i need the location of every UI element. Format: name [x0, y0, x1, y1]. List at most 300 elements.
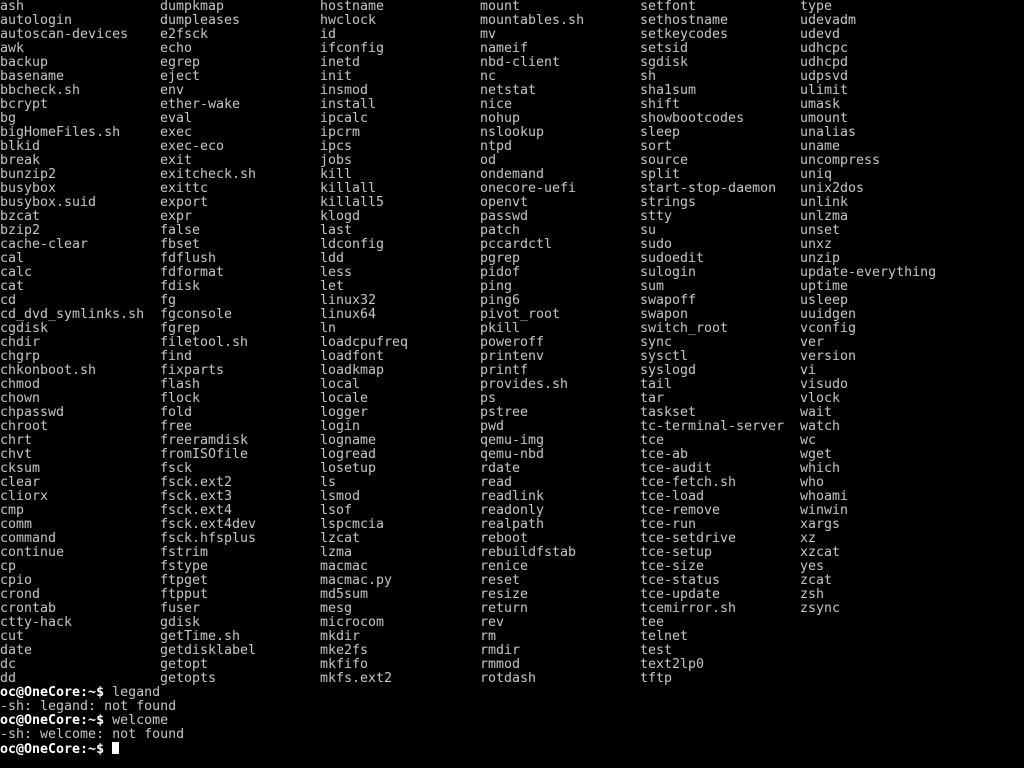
command-name: backup	[0, 55, 49, 70]
command-name: tce-setdrive	[640, 531, 737, 546]
command-name: fsck.ext3	[160, 489, 233, 504]
command-name: strings	[640, 195, 697, 210]
command-name: printf	[480, 363, 529, 378]
command-name: cp	[0, 559, 17, 574]
command-name: switch_root	[640, 321, 729, 336]
command-name: tce-audit	[640, 461, 713, 476]
command-name: ipcalc	[320, 111, 369, 126]
command-name: mkfifo	[320, 657, 369, 672]
command-name: ln	[320, 321, 337, 336]
command-name: filetool.sh	[160, 335, 249, 350]
command-name: exit	[160, 153, 193, 168]
command-name: nohup	[480, 111, 521, 126]
command-name: fsck.ext4	[160, 503, 233, 518]
command-name: bzcat	[0, 209, 41, 224]
command-name: mke2fs	[320, 643, 369, 658]
command-name: read	[480, 475, 513, 490]
command-name: ash	[0, 0, 25, 14]
command-column	[320, 0, 480, 686]
command-name: fstrim	[160, 545, 209, 560]
command-name: inetd	[320, 55, 361, 70]
command-name: pccardctl	[480, 237, 553, 252]
command-name: last	[320, 223, 353, 238]
command-name: mkdir	[320, 629, 361, 644]
command-name: hostname	[320, 0, 385, 14]
command-name: whoami	[800, 489, 849, 504]
command-name: showbootcodes	[640, 111, 745, 126]
command-name: getTime.sh	[160, 629, 241, 644]
command-name: nice	[480, 97, 513, 112]
command-name: kill	[320, 167, 353, 182]
command-name: loadkmap	[320, 363, 385, 378]
command-name: getdisklabel	[160, 643, 257, 658]
command-name: sleep	[640, 125, 681, 140]
command-name: fsck	[160, 461, 193, 476]
command-name: less	[320, 265, 353, 280]
command-name: free	[160, 419, 193, 434]
command-name: ftpput	[160, 587, 209, 602]
command-name: tar	[640, 391, 665, 406]
command-name: clear	[0, 475, 41, 490]
command-name: chmod	[0, 377, 41, 392]
command-name: mount	[480, 0, 521, 14]
command-input[interactable]	[104, 742, 112, 757]
command-name: losetup	[320, 461, 377, 476]
prompt-line[interactable]	[0, 742, 1024, 756]
command-name: fsck.ext2	[160, 475, 233, 490]
command-name: vconfig	[800, 321, 857, 336]
command-name: fsck.hfsplus	[160, 531, 257, 546]
command-name: qemu-nbd	[480, 447, 545, 462]
command-name: tcemirror.sh	[640, 601, 737, 616]
command-name: logname	[320, 433, 377, 448]
command-name: readonly	[480, 503, 545, 518]
command-name: exec-eco	[160, 139, 225, 154]
command-name: comm	[0, 517, 33, 532]
command-name: fstype	[160, 559, 209, 574]
command-name: ether-wake	[160, 97, 241, 112]
command-name: ifconfig	[320, 41, 385, 56]
command-name: bunzip2	[0, 167, 57, 182]
command-name: break	[0, 153, 41, 168]
command-name: chgrp	[0, 349, 41, 364]
command-name: unlink	[800, 195, 849, 210]
output-line	[0, 728, 1024, 742]
text-cursor[interactable]	[112, 742, 119, 754]
command-name: dumpleases	[160, 13, 241, 28]
command-name: chvt	[0, 447, 33, 462]
command-name: cat	[0, 279, 25, 294]
command-name: flash	[160, 377, 201, 392]
command-name: udevd	[800, 27, 841, 42]
command-name: nc	[480, 69, 497, 84]
command-name: chpasswd	[0, 405, 65, 420]
command-name: ondemand	[480, 167, 545, 182]
command-name: fg	[160, 293, 177, 308]
command-name: udevadm	[800, 13, 857, 28]
command-name: lsmod	[320, 489, 361, 504]
command-name: killall5	[320, 195, 385, 210]
command-name: sync	[640, 335, 673, 350]
command-name: ulimit	[800, 83, 849, 98]
command-name: chrt	[0, 433, 33, 448]
shell-prompt: oc@OneCore:~$	[0, 713, 105, 728]
command-name: update-everything	[800, 265, 937, 280]
command-name: return	[480, 601, 529, 616]
command-name: getopt	[160, 657, 209, 672]
command-name: uuidgen	[800, 307, 857, 322]
command-name: fold	[160, 405, 193, 420]
command-name: nbd-client	[480, 55, 561, 70]
command-name: fsck.ext4dev	[160, 517, 257, 532]
command-name: lzma	[320, 545, 353, 560]
command-name: cut	[0, 629, 25, 644]
command-name: ping6	[480, 293, 521, 308]
command-name: e2fsck	[160, 27, 209, 42]
command-name: telnet	[640, 629, 689, 644]
command-name: init	[320, 69, 353, 84]
command-name: netstat	[480, 83, 537, 98]
command-name: tce-remove	[640, 503, 721, 518]
command-name: passwd	[480, 209, 529, 224]
command-name: winwin	[800, 503, 849, 518]
command-name: setkeycodes	[640, 27, 729, 42]
command-name: reset	[480, 573, 521, 588]
command-name: find	[160, 349, 193, 364]
command-name: mkfs.ext2	[320, 671, 393, 686]
command-name: logger	[320, 405, 369, 420]
command-name: rebuildfstab	[480, 545, 577, 560]
command-name: tce-status	[640, 573, 721, 588]
command-name: stty	[640, 209, 673, 224]
command-name: type	[800, 0, 833, 14]
command-name: sha1sum	[640, 83, 697, 98]
command-name: vi	[800, 363, 817, 378]
command-name: ver	[800, 335, 825, 350]
command-name: pgrep	[480, 251, 521, 266]
command-name: export	[160, 195, 209, 210]
command-name: locale	[320, 391, 369, 406]
prompt-line	[0, 686, 1024, 700]
command-name: umount	[800, 111, 849, 126]
command-name: fdformat	[160, 265, 225, 280]
command-name: pivot_root	[480, 307, 561, 322]
command-name: cd	[0, 293, 17, 308]
command-name: test	[640, 643, 673, 658]
command-name: yes	[800, 559, 825, 574]
command-name: busybox.suid	[0, 195, 97, 210]
command-name: rmdir	[480, 643, 521, 658]
command-column	[480, 0, 640, 686]
command-name: fbset	[160, 237, 201, 252]
command-name: zcat	[800, 573, 833, 588]
command-name: tail	[640, 377, 673, 392]
command-name: visudo	[800, 377, 849, 392]
command-name: getopts	[160, 671, 217, 686]
command-name: uptime	[800, 279, 849, 294]
command-name: tce	[640, 433, 665, 448]
command-name: wc	[800, 433, 817, 448]
command-name: pkill	[480, 321, 521, 336]
command-name: command	[0, 531, 57, 546]
command-name: cgdisk	[0, 321, 49, 336]
command-name: ping	[480, 279, 513, 294]
command-name: qemu-img	[480, 433, 545, 448]
command-name: gdisk	[160, 615, 201, 630]
command-name: install	[320, 97, 377, 112]
command-name: start-stop-daemon	[640, 181, 777, 196]
command-column	[160, 0, 320, 686]
command-name: umask	[800, 97, 841, 112]
command-name: syslogd	[640, 363, 697, 378]
command-name: shift	[640, 97, 681, 112]
command-name: rotdash	[480, 671, 537, 686]
command-name: exittc	[160, 181, 209, 196]
command-name: hwclock	[320, 13, 377, 28]
command-name: lzcat	[320, 531, 361, 546]
command-name: onecore-uefi	[480, 181, 577, 196]
command-name: let	[320, 279, 345, 294]
command-name: exitcheck.sh	[160, 167, 257, 182]
command-name: text2lp0	[640, 657, 705, 672]
command-name: sgdisk	[640, 55, 689, 70]
command-name: tce-run	[640, 517, 697, 532]
command-name: ls	[320, 475, 337, 490]
command-name: egrep	[160, 55, 201, 70]
command-name: uniq	[800, 167, 833, 182]
command-name: tftp	[640, 671, 673, 686]
command-name: dumpkmap	[160, 0, 225, 14]
command-name: cd_dvd_symlinks.sh	[0, 307, 145, 322]
output-line	[0, 700, 1024, 714]
command-name: cliorx	[0, 489, 49, 504]
command-name: env	[160, 83, 185, 98]
command-name: awk	[0, 41, 25, 56]
command-name: microcom	[320, 615, 385, 630]
command-name: poweroff	[480, 335, 545, 350]
command-name: rdate	[480, 461, 521, 476]
command-name: wait	[800, 405, 833, 420]
command-name: freeramdisk	[160, 433, 249, 448]
command-name: chroot	[0, 419, 49, 434]
command-name: renice	[480, 559, 529, 574]
command-name: unxz	[800, 237, 833, 252]
command-name: nameif	[480, 41, 529, 56]
command-name: who	[800, 475, 825, 490]
command-name: continue	[0, 545, 65, 560]
command-name: dd	[0, 671, 17, 686]
command-name: bzip2	[0, 223, 41, 238]
command-name: ipcs	[320, 139, 353, 154]
command-name: ldd	[320, 251, 345, 266]
command-name: setfont	[640, 0, 697, 14]
command-name: bg	[0, 111, 17, 126]
command-name: login	[320, 419, 361, 434]
command-name: tce-update	[640, 587, 721, 602]
command-name: killall	[320, 181, 377, 196]
command-name: expr	[160, 209, 193, 224]
command-name: nslookup	[480, 125, 545, 140]
command-name: source	[640, 153, 689, 168]
command-name: sort	[640, 139, 673, 154]
command-name: vlock	[800, 391, 841, 406]
command-name: wget	[800, 447, 833, 462]
command-name: cal	[0, 251, 25, 266]
command-name: fgconsole	[160, 307, 233, 322]
command-name: autoscan-devices	[0, 27, 129, 42]
shell-prompt: oc@OneCore:~$	[0, 685, 105, 700]
command-name: bigHomeFiles.sh	[0, 125, 121, 140]
command-name: rmmod	[480, 657, 521, 672]
command-name: crond	[0, 587, 41, 602]
command-name: sum	[640, 279, 665, 294]
command-name: ldconfig	[320, 237, 385, 252]
command-name: taskset	[640, 405, 697, 420]
command-name: od	[480, 153, 497, 168]
shell-history[interactable]	[0, 686, 1024, 756]
command-name: ctty-hack	[0, 615, 73, 630]
command-name: flock	[160, 391, 201, 406]
command-name: setsid	[640, 41, 689, 56]
command-name: rev	[480, 615, 505, 630]
command-input: welcome	[104, 713, 169, 728]
command-name: version	[800, 349, 857, 364]
command-name: eject	[160, 69, 201, 84]
command-name: chown	[0, 391, 41, 406]
command-name: cpio	[0, 573, 33, 588]
command-name: insmod	[320, 83, 369, 98]
command-name: tce-ab	[640, 447, 689, 462]
command-name: bbcheck.sh	[0, 83, 81, 98]
command-name: linux64	[320, 307, 377, 322]
command-name: pwd	[480, 419, 505, 434]
command-name: tce-fetch.sh	[640, 475, 737, 490]
command-name: cksum	[0, 461, 41, 476]
command-name: sethostname	[640, 13, 729, 28]
command-name: printenv	[480, 349, 545, 364]
command-name: cache-clear	[0, 237, 89, 252]
command-name: xz	[800, 531, 817, 546]
command-name: loadfont	[320, 349, 385, 364]
command-name: patch	[480, 223, 521, 238]
command-name: chdir	[0, 335, 41, 350]
command-name: udhcpc	[800, 41, 849, 56]
command-name: autologin	[0, 13, 73, 28]
command-name: split	[640, 167, 681, 182]
command-name: klogd	[320, 209, 361, 224]
command-name: realpath	[480, 517, 545, 532]
command-name: pstree	[480, 405, 529, 420]
command-name: tc-terminal-server	[640, 419, 785, 434]
command-name: sudoedit	[640, 251, 705, 266]
command-input: legand	[104, 685, 161, 700]
command-name: bcrypt	[0, 97, 49, 112]
prompt-line	[0, 714, 1024, 728]
command-name: pidof	[480, 265, 521, 280]
command-name: crontab	[0, 601, 57, 616]
command-name: macmac.py	[320, 573, 393, 588]
command-name: local	[320, 377, 361, 392]
command-name: uname	[800, 139, 841, 154]
command-name: fdisk	[160, 279, 201, 294]
command-name: xargs	[800, 517, 841, 532]
command-name: which	[800, 461, 841, 476]
command-name: macmac	[320, 559, 369, 574]
command-name: mesg	[320, 601, 353, 616]
command-name: cmp	[0, 503, 25, 518]
command-name: unzip	[800, 251, 841, 266]
command-name: swapoff	[640, 293, 697, 308]
command-name: unix2dos	[800, 181, 865, 196]
command-name: provides.sh	[480, 377, 569, 392]
command-name: fixparts	[160, 363, 225, 378]
command-name: readlink	[480, 489, 545, 504]
command-name: su	[640, 223, 657, 238]
command-name: lsof	[320, 503, 353, 518]
command-name: mv	[480, 27, 497, 42]
command-name: uncompress	[800, 153, 881, 168]
command-name: ftpget	[160, 573, 209, 588]
error-message: -sh: welcome: not found	[0, 727, 185, 742]
command-name: xzcat	[800, 545, 841, 560]
command-name: rm	[480, 629, 497, 644]
command-name: tce-size	[640, 559, 705, 574]
shell-prompt: oc@OneCore:~$	[0, 742, 105, 757]
command-name: echo	[160, 41, 193, 56]
error-message: -sh: legand: not found	[0, 699, 177, 714]
command-name: lspcmcia	[320, 517, 385, 532]
command-name: loadcpufreq	[320, 335, 409, 350]
command-name: fdflush	[160, 251, 217, 266]
command-name: false	[160, 223, 201, 238]
command-name: fuser	[160, 601, 201, 616]
command-name: fromISOfile	[160, 447, 249, 462]
command-name: zsync	[800, 601, 841, 616]
command-name: logread	[320, 447, 377, 462]
command-name: sudo	[640, 237, 673, 252]
command-name: tee	[640, 615, 665, 630]
command-name: ps	[480, 391, 497, 406]
command-name: sysctl	[640, 349, 689, 364]
command-name: basename	[0, 69, 65, 84]
command-name: usleep	[800, 293, 849, 308]
command-name: tce-setup	[640, 545, 713, 560]
command-name: unlzma	[800, 209, 849, 224]
command-name: tce-load	[640, 489, 705, 504]
command-name: mountables.sh	[480, 13, 585, 28]
command-name: linux32	[320, 293, 377, 308]
command-name: md5sum	[320, 587, 369, 602]
command-name: sulogin	[640, 265, 697, 280]
command-name: openvt	[480, 195, 529, 210]
command-name: udhcpd	[800, 55, 849, 70]
command-name: date	[0, 643, 33, 658]
command-name: reboot	[480, 531, 529, 546]
command-name: swapon	[640, 307, 689, 322]
command-name: id	[320, 27, 337, 42]
command-column	[800, 0, 960, 616]
command-name: chkonboot.sh	[0, 363, 97, 378]
command-name: ipcrm	[320, 125, 361, 140]
command-name: ntpd	[480, 139, 513, 154]
command-name: unalias	[800, 125, 857, 140]
command-name: dc	[0, 657, 17, 672]
command-name: eval	[160, 111, 193, 126]
command-name: watch	[800, 419, 841, 434]
command-name: jobs	[320, 153, 353, 168]
command-name: resize	[480, 587, 529, 602]
command-name: udpsvd	[800, 69, 849, 84]
